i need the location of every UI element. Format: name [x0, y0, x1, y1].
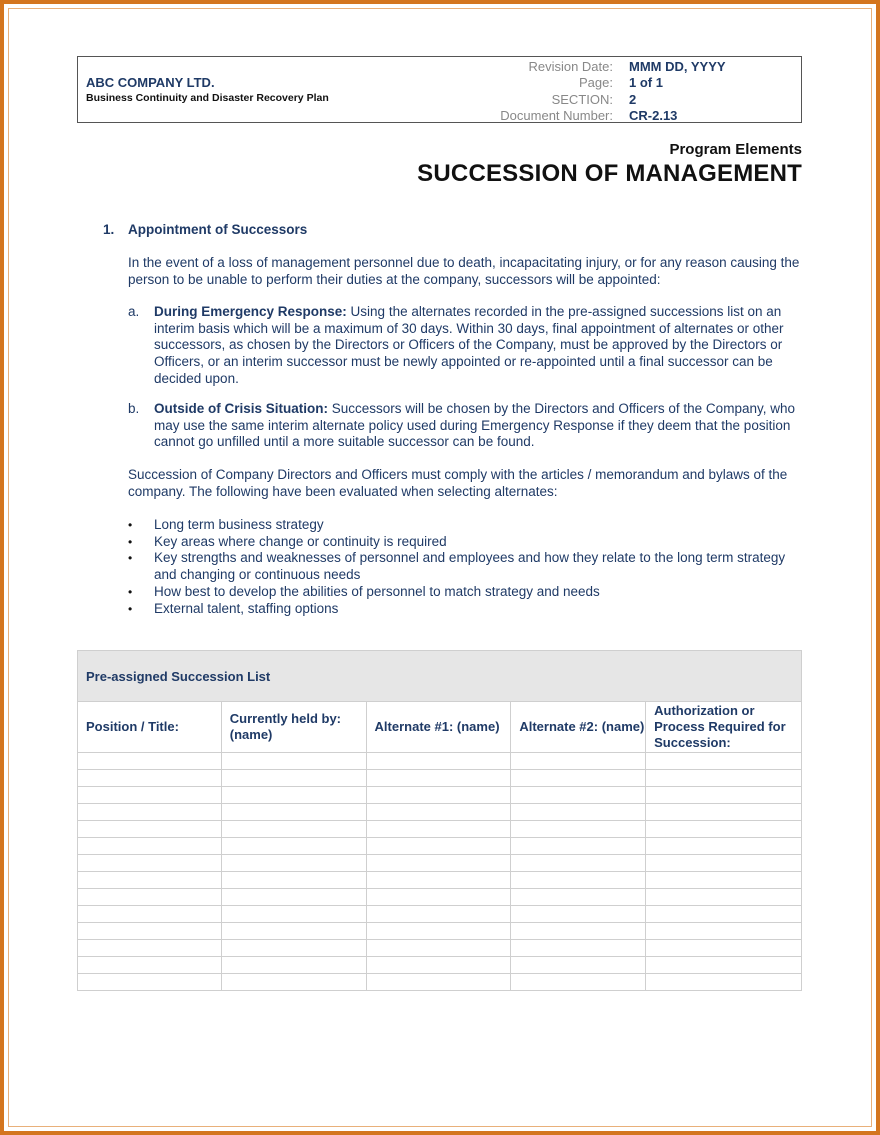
table-cell[interactable]: [78, 753, 222, 770]
header-values: [629, 59, 726, 124]
table-cell[interactable]: [511, 787, 646, 804]
table-cell[interactable]: [78, 821, 222, 838]
table-cell[interactable]: [78, 804, 222, 821]
table-cell[interactable]: [511, 940, 646, 957]
page-title: SUCCESSION OF MANAGEMENT: [417, 160, 802, 187]
table-cell[interactable]: [221, 753, 366, 770]
compliance-paragraph: Succession of Company Directors and Officers must comply with the articles / memorandum and bylaws of the company. The following have been evaluated when selecting alternates:: [128, 467, 788, 499]
table-cell[interactable]: [511, 753, 646, 770]
table-cell[interactable]: [511, 957, 646, 974]
item-lead: Outside of Crisis Situation:: [154, 401, 329, 416]
table-cell[interactable]: [78, 906, 222, 923]
plan-title: Business Continuity and Disaster Recovery Plan: [86, 92, 329, 104]
table-cell[interactable]: [366, 872, 511, 889]
table-cell[interactable]: [646, 906, 802, 923]
document-number-label: Document Number:: [500, 107, 613, 123]
table-cell[interactable]: [221, 855, 366, 872]
table-cell[interactable]: [366, 957, 511, 974]
table-cell[interactable]: [221, 940, 366, 957]
table-cell[interactable]: [366, 821, 511, 838]
table-cell[interactable]: [366, 906, 511, 923]
intro-paragraph: In the event of a loss of management personnel due to death, incapacitating injury, or for any reason causing the person to be unable to perform their duties at the company, successors will be appointed:: [128, 255, 800, 287]
table-cell[interactable]: [646, 872, 802, 889]
page-value: 1 of 1: [629, 75, 663, 91]
table-cell[interactable]: [366, 804, 511, 821]
item-lead: During Emergency Response:: [154, 304, 347, 319]
table-cell[interactable]: [646, 753, 802, 770]
table-caption: Pre-assigned Succession List: [78, 651, 802, 702]
table-cell[interactable]: [646, 804, 802, 821]
section-value: 2: [629, 91, 637, 107]
column-header-alternate-2: Alternate #2: (name): [511, 702, 646, 753]
table-cell[interactable]: [221, 821, 366, 838]
section-heading-text: Appointment of Successors: [128, 222, 308, 237]
table-cell[interactable]: [511, 804, 646, 821]
table-cell[interactable]: [646, 940, 802, 957]
item-text: Using the alternates recorded in the pre-assigned successions list on an interim basis which will be a maximum of 30 days. Within 30 days, final appointment of alternates or other successors, as chosen by the Directors or Officers of the Company, must be approved by the Directors or Officers, or an interim successor must be newly appointed or re-appointed until a final successor can be decided upon.: [154, 304, 784, 386]
table-cell[interactable]: [646, 957, 802, 974]
column-header-current: Currently held by: (name): [221, 702, 366, 753]
table-cell[interactable]: [366, 940, 511, 957]
table-row: [78, 770, 802, 787]
column-header-alternate-1: Alternate #1: (name): [366, 702, 511, 753]
table-row: [78, 906, 802, 923]
table-cell[interactable]: [366, 753, 511, 770]
table-cell[interactable]: [221, 974, 366, 991]
table-row: [78, 940, 802, 957]
table-cell[interactable]: [366, 770, 511, 787]
table-cell[interactable]: [366, 855, 511, 872]
criteria-list: [128, 517, 808, 617]
table-cell[interactable]: [78, 787, 222, 804]
table-cell[interactable]: [221, 872, 366, 889]
table-cell[interactable]: [366, 889, 511, 906]
page-label: Page:: [579, 75, 613, 91]
document-number-value: CR-2.13: [629, 107, 678, 123]
table-cell[interactable]: [221, 957, 366, 974]
table-row: [78, 804, 802, 821]
program-elements-label: Program Elements: [669, 141, 802, 158]
item-marker: b.: [128, 401, 140, 416]
table-cell[interactable]: [646, 889, 802, 906]
table-cell[interactable]: [221, 923, 366, 940]
table-row: [78, 787, 802, 804]
table-cell[interactable]: [221, 787, 366, 804]
table-cell[interactable]: [511, 906, 646, 923]
table-cell[interactable]: [646, 770, 802, 787]
table-row: [78, 838, 802, 855]
table-row: [78, 923, 802, 940]
list-item: • Key strengths and weaknesses of personnel and employees and how they relate to the long term strategy and changing or continuous needs: [128, 550, 808, 583]
table-cell[interactable]: [221, 838, 366, 855]
table-cell[interactable]: [366, 923, 511, 940]
table-cell[interactable]: [511, 974, 646, 991]
table-cell[interactable]: [221, 804, 366, 821]
table-row: [78, 974, 802, 991]
list-item: • How best to develop the abilities of personnel to match strategy and needs: [128, 584, 808, 601]
table-cell[interactable]: [511, 872, 646, 889]
table-cell[interactable]: [646, 855, 802, 872]
list-item: • External talent, staffing options: [128, 601, 808, 618]
table-cell[interactable]: [78, 838, 222, 855]
document-header: [77, 56, 802, 123]
list-item-emergency: [128, 304, 808, 388]
revision-date-value: MMM DD, YYYY: [629, 59, 726, 74]
table-row: [78, 855, 802, 872]
table-cell[interactable]: [78, 923, 222, 940]
table-row: [78, 872, 802, 889]
table-cell[interactable]: [646, 821, 802, 838]
item-marker: a.: [128, 304, 140, 319]
table-cell[interactable]: [646, 838, 802, 855]
table-cell[interactable]: [78, 957, 222, 974]
column-header-position: Position / Title:: [78, 702, 222, 753]
table-cell[interactable]: [78, 855, 222, 872]
table-row: [78, 821, 802, 838]
item-text: Successors will be chosen by the Directors and Officers of the Company, who may use the same interim alternate policy used during Emergency Response if they deem that the position cannot go unfilled until a more suitable successor can be found.: [154, 401, 795, 450]
table-cell[interactable]: [221, 770, 366, 787]
table-cell[interactable]: [78, 770, 222, 787]
table-cell[interactable]: [511, 855, 646, 872]
table-cell[interactable]: [511, 923, 646, 940]
table-cell[interactable]: [78, 940, 222, 957]
revision-date-label: Revision Date:: [528, 59, 613, 74]
table-cell[interactable]: [221, 889, 366, 906]
succession-table: [77, 650, 802, 991]
table-cell[interactable]: [78, 974, 222, 991]
table-cell[interactable]: [366, 787, 511, 804]
table-cell[interactable]: [366, 838, 511, 855]
table-cell[interactable]: [511, 770, 646, 787]
list-item: • Key areas where change or continuity is required: [128, 534, 808, 551]
table-cell[interactable]: [511, 838, 646, 855]
list-item-outside-crisis: [128, 401, 808, 451]
column-header-authorization: Authorization or Process Required for Succession:: [646, 702, 802, 753]
table-cell[interactable]: [511, 821, 646, 838]
table-cell[interactable]: [646, 787, 802, 804]
table-cell[interactable]: [646, 923, 802, 940]
section-label: SECTION:: [551, 91, 613, 107]
list-item: • Long term business strategy: [128, 517, 808, 534]
company-name: ABC COMPANY LTD.: [86, 75, 215, 90]
section-number: 1.: [103, 222, 115, 237]
header-labels: [500, 59, 613, 124]
table-row: [78, 889, 802, 906]
table-cell[interactable]: [78, 872, 222, 889]
table-cell[interactable]: [78, 889, 222, 906]
table-row: [78, 753, 802, 770]
table-cell[interactable]: [221, 906, 366, 923]
table-cell[interactable]: [511, 889, 646, 906]
table-cell[interactable]: [366, 974, 511, 991]
table-row: [78, 957, 802, 974]
section-heading: [103, 222, 307, 237]
table-cell[interactable]: [646, 974, 802, 991]
